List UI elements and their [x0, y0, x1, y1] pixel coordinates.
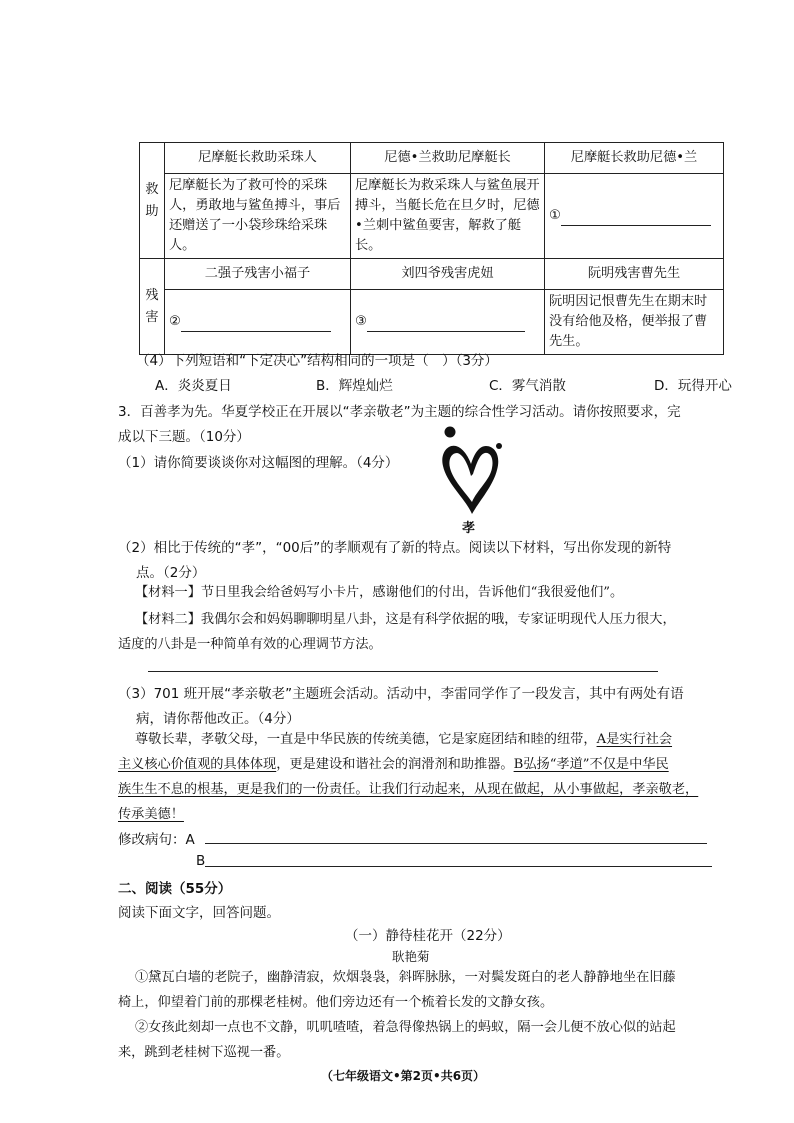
paragraph-1-cont: 椅上，仰望着门前的那棵老桂树。他们旁边还有一个梳着长发的文静女孩。: [118, 995, 554, 1010]
answer-blank[interactable]: [561, 225, 711, 226]
paragraph-2: ②女孩此刻却一点也不文静，叽叽喳喳，着急得像热锅上的蚂蚁，隔一会儿便不放心似的站起: [135, 1020, 676, 1035]
speech-text: 让我们行动起来，从现在做起，从小事做起，孝亲敬老，: [368, 782, 699, 797]
question-3-3: （3）701 班开展“孝亲敬老”主题班会活动。活动中，李雷同学作了一段发言，其中有两处有语: [118, 686, 684, 702]
table-header-cell: 二强子残害小福子: [165, 259, 351, 290]
answer-blank[interactable]: [181, 331, 331, 332]
blank-number: ①: [549, 208, 561, 223]
material-2-cont: 适度的八卦是一种简单有效的心理调节方法。: [118, 637, 382, 652]
speech-line: [118, 753, 669, 777]
group-label-char: 害: [145, 309, 159, 325]
group-label-rescue: [140, 143, 165, 259]
question-3-intro-cont: 成以下三题。（10分）: [118, 429, 250, 445]
answer-cell-3[interactable]: [351, 290, 545, 355]
paragraph-1: ①黛瓦白墙的老院子，幽静清寂，炊烟袅袅，斜晖脉脉，一对鬓发斑白的老人静静地坐在旧藤: [135, 970, 676, 985]
material-1: 【材料一】节日里我会给爸妈写小卡片，感谢他们的付出，告诉他们“我很爱他们”。: [135, 585, 624, 600]
option-b[interactable]: B．辉煌灿烂: [316, 378, 393, 394]
section-title: 二、阅读（55分）: [118, 881, 232, 897]
speech-text: 尊敬长辈，孝敬父母，一直是中华民族的传统美德，它是家庭团结和睦的纽带，: [135, 732, 597, 747]
option-d[interactable]: D．玩得开心: [654, 378, 732, 394]
table-cell: 尼摩艇长为了救可怜的采珠人，勇敢地与鲨鱼搏斗，事后还赠送了一小袋珍珠给采珠人。: [165, 174, 351, 259]
table-cell: 阮明因记恨曹先生在期末时没有给他及格，便举报了曹先生。: [545, 290, 724, 355]
article-author: 耿艳菊: [392, 949, 430, 964]
fix-line-b[interactable]: [205, 866, 712, 867]
image-caption: 孝: [462, 521, 476, 536]
fix-line-a[interactable]: [205, 843, 707, 844]
speech-text: 传承美德！: [118, 807, 184, 822]
filial-piety-heart-image: [435, 420, 510, 520]
material-2: 【材料二】我偶尔会和妈妈聊聊明星八卦，这是有科学依据的哦，专家证明现代人压力很大，: [135, 612, 676, 627]
question-3-1: （1）请你简要谈谈你对这幅图的理解。（4分）: [118, 455, 399, 471]
table-header-cell: 刘四爷残害虎妞: [351, 259, 545, 290]
error-sentence-a: A是实行社会: [596, 732, 673, 747]
question-3-3-cont: 病，请你帮他改正。（4分）: [136, 711, 300, 727]
paragraph-2-cont: 来，跳到老桂树下巡视一番。: [118, 1045, 290, 1060]
speech-text: ，更是建设和谐社会的润滑剂和助推器。: [276, 757, 514, 772]
speech-line: [118, 803, 184, 827]
fix-label-b: B: [196, 853, 206, 869]
error-sentence-a-cont: 主义核心价值观的具体体现: [118, 757, 277, 772]
option-a[interactable]: A．炎炎夏日: [155, 378, 232, 394]
comparison-table: [139, 142, 724, 355]
answer-line-3-2[interactable]: [148, 671, 658, 672]
speech-line: [135, 728, 672, 752]
group-label-char: 助: [145, 203, 159, 219]
table-cell: 尼摩艇长为救采珠人与鲨鱼展开搏斗，当艇长危在旦夕时，尼德•兰刺中鲨鱼要害，解救了艇长。: [351, 174, 545, 259]
page-footer: （七年级语文•第2页•共6页）: [321, 1069, 486, 1083]
option-c[interactable]: C．雾气消散: [489, 378, 566, 394]
answer-cell-1[interactable]: [545, 174, 724, 259]
blank-number: ③: [355, 314, 367, 329]
table-header-cell: 尼摩艇长救助采珠人: [165, 143, 351, 174]
group-label-char: 救: [145, 181, 159, 197]
question-3-2: （2）相比于传统的“孝”，“00后”的孝顺观有了新的特点。阅读以下材料，写出你发现的新特: [118, 540, 672, 556]
table-header-cell: 阮明残害曹先生: [545, 259, 724, 290]
blank-number: ②: [169, 314, 181, 329]
question-4-stem: （4）下列短语和“下定决心”结构相同的一项是（ ）（3分）: [136, 353, 498, 369]
group-label-harm: [140, 259, 165, 355]
answer-cell-2[interactable]: [165, 290, 351, 355]
table-header-cell: 尼摩艇长救助尼德•兰: [545, 143, 724, 174]
question-3-2-cont: 点。（2分）: [136, 565, 206, 581]
article-title: （一）静待桂花开（22分）: [345, 928, 511, 944]
fix-label-a: 修改病句：A: [118, 832, 195, 848]
section-instruction: 阅读下面文字，回答问题。: [118, 905, 280, 921]
table-header-cell: 尼德•兰救助尼摩艇长: [351, 143, 545, 174]
speech-line: [118, 778, 698, 802]
group-label-char: 残: [145, 287, 159, 303]
error-sentence-b: B弘扬“孝道”不仅是中华民: [513, 757, 669, 772]
question-3-intro: 3．百善孝为先。华夏学校正在开展以“孝亲敬老”为主题的综合性学习活动。请你按照要求，完: [118, 404, 681, 420]
answer-blank[interactable]: [367, 331, 525, 332]
error-sentence-b-cont: 族生生不息的根基，更是我们的一份责任。: [118, 782, 369, 797]
